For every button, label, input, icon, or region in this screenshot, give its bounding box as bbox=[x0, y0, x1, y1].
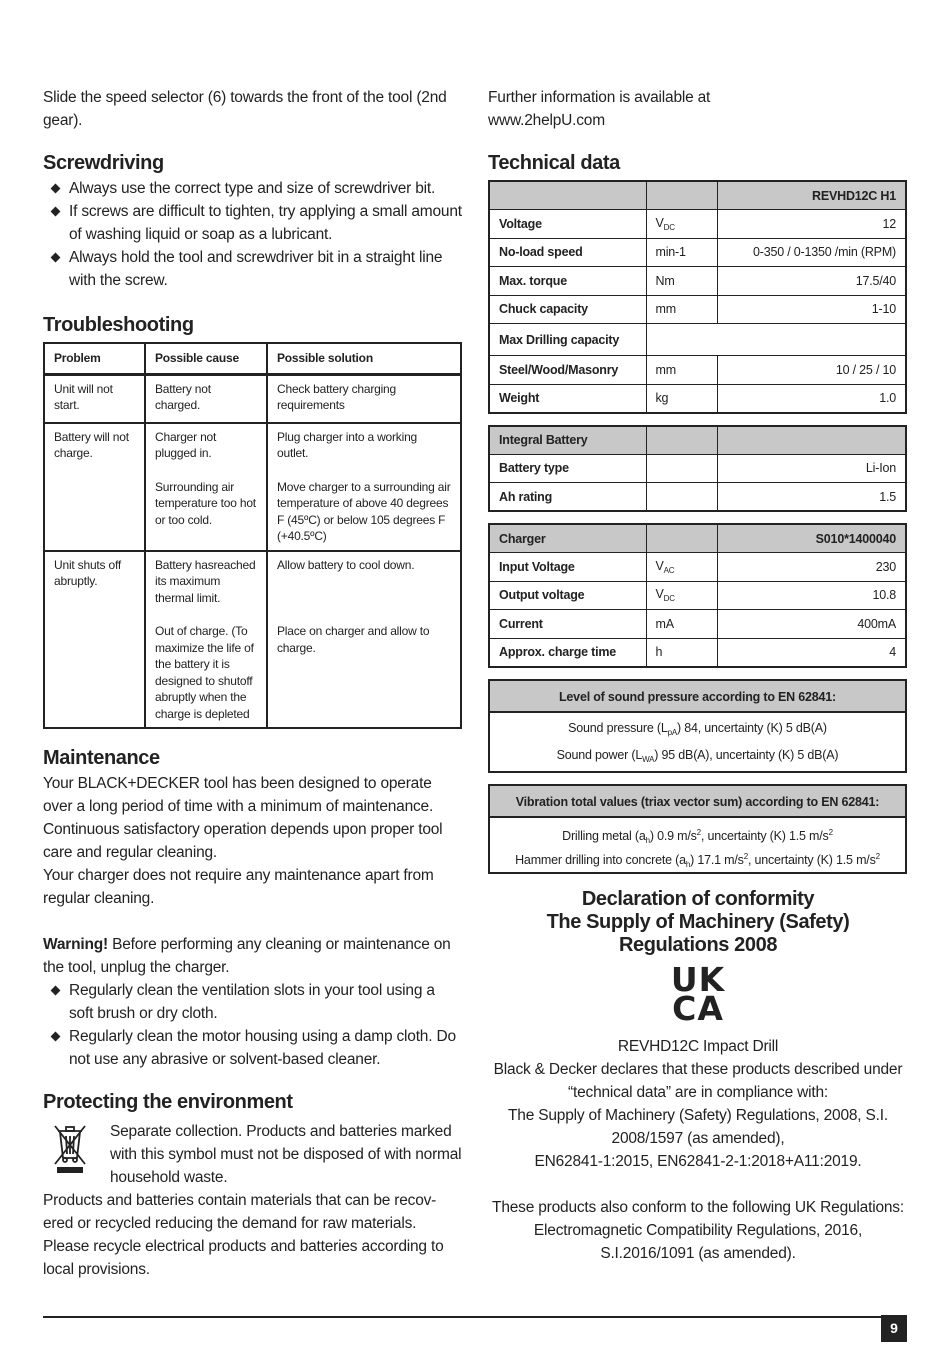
right-column bbox=[488, 86, 908, 1265]
vibration-drilling-line: Drilling metal $(a_h)$ 0.9 $m/s^2$, uncertainty (K) 1.5 $m/s^2$ bbox=[562, 827, 833, 845]
declaration-title: Declaration of conformity bbox=[581, 887, 815, 910]
problem-cell: Unit will not start. bbox=[44, 374, 145, 423]
maintenance-list bbox=[43, 979, 463, 1071]
tool-model: REVHD12C H1 bbox=[717, 181, 906, 210]
problem-cell: Battery will not charge. bbox=[44, 423, 145, 551]
product-name: REVHD12C Impact Drill bbox=[617, 1037, 779, 1055]
troubleshooting-heading: Troubleshooting bbox=[43, 314, 194, 336]
table-row: Input Voltage $V_{AC}$ 230 bbox=[489, 553, 906, 582]
maintenance-warning: Warning! Before performing any cleaning or maintenance on the tool, unplug the charger. bbox=[43, 936, 451, 976]
recycling-paragraph: Products and batteries contain materials that can be recov-ered or recycled reducing the demand for raw materials. Please recycle electrical products and batteries according to local provisions. bbox=[43, 1192, 444, 1278]
vibration-header: Vibration total values (triax vector sum) according to EN 62841: bbox=[490, 786, 905, 818]
table-row bbox=[44, 551, 461, 729]
machinery-regulations: The Supply of Machinery (Safety) Regulations, 2008, S.I. 2008/1597 (as amended), bbox=[508, 1106, 888, 1147]
crossed-bin-icon bbox=[51, 1122, 89, 1174]
table-header-row bbox=[489, 181, 906, 210]
solution-cell: Check battery charging requirements bbox=[267, 374, 461, 423]
left-column bbox=[43, 86, 463, 1281]
solution-cell: Allow battery to cool down. Place on charger and allow to charge. bbox=[267, 551, 461, 729]
tool-spec-table bbox=[488, 180, 907, 414]
list-item: If screws are difficult to tighten, try applying a small amount of washing liquid or soap as a lubricant. bbox=[43, 200, 463, 246]
vibration-box bbox=[488, 784, 907, 874]
problem-cell: Unit shuts off abruptly. bbox=[44, 551, 145, 729]
declaration-subtitle: The Supply of Machinery (Safety) bbox=[546, 910, 850, 933]
standards-list: EN62841-1:2015, EN62841-2-1:2018+A11:2019. bbox=[534, 1152, 862, 1170]
sound-pressure-line: Sound pressure $(L_{pA})$ 84, uncertainty (K) 5 dB(A) bbox=[568, 720, 827, 737]
table-row: Max. torque Nm 17.5/40 bbox=[489, 267, 906, 296]
maintenance-charger-paragraph: Your charger does not require any maintenance apart from regular cleaning. bbox=[43, 867, 434, 907]
table-row: Current mA 400mA bbox=[489, 610, 906, 639]
table-row: Ah rating 1.5 bbox=[489, 483, 906, 512]
further-info-text: Further information is available at www.2helpU.com bbox=[488, 89, 711, 129]
table-row: Battery type Li-Ion bbox=[489, 454, 906, 483]
bullet-diamond-icon bbox=[51, 184, 61, 194]
screwdriving-list bbox=[43, 177, 463, 292]
table-row: Weight kg 1.0 bbox=[489, 384, 906, 413]
cause-cell: Battery not charged. bbox=[145, 374, 267, 423]
declaration-subtitle-2: Regulations 2008 bbox=[618, 933, 778, 956]
list-item: Regularly clean the motor housing using a damp cloth. Do not use any abrasive or solvent-based cleaner. bbox=[43, 1025, 463, 1071]
header-problem: Problem bbox=[44, 343, 145, 374]
bullet-diamond-icon bbox=[51, 986, 61, 996]
maintenance-paragraph: Your BLACK+DECKER tool has been designed to operate over a long period of time with a minimum of maintenance. Continuous satisfactory operation depends upon proper tool care and regular cleaning. bbox=[43, 775, 443, 861]
screwdriving-heading: Screwdriving bbox=[43, 152, 164, 174]
footer-divider bbox=[43, 1316, 881, 1318]
troubleshooting-table bbox=[43, 342, 462, 729]
maintenance-heading: Maintenance bbox=[43, 747, 160, 769]
bullet-diamond-icon bbox=[51, 1032, 61, 1042]
sound-pressure-box bbox=[488, 679, 907, 773]
sound-power-line: Sound power $(L_{WA})$ 95 dB(A), uncertainty (K) 5 dB(A) bbox=[556, 747, 839, 764]
bullet-diamond-icon bbox=[51, 207, 61, 217]
uk-regulations-text: These products also conform to the following UK Regulations: Electromagnetic Compatibility Regulations, 2016, S.I.2016/1091 (as amended). bbox=[492, 1198, 904, 1262]
charger-spec-table bbox=[488, 523, 907, 668]
sound-header: Level of sound pressure according to EN 62841: bbox=[490, 681, 905, 713]
technical-data-heading: Technical data bbox=[488, 152, 620, 174]
declaration-statement: Black & Decker declares that these products described under “technical data” are in compliance with: bbox=[493, 1060, 903, 1101]
table-header-row bbox=[44, 343, 461, 374]
intro-text: Slide the speed selector (6) towards the front of the tool (2nd gear). bbox=[43, 89, 447, 129]
header-solution: Possible solution bbox=[267, 343, 461, 374]
table-row bbox=[44, 423, 461, 551]
table-row: Voltage $V_{DC}$ 12 bbox=[489, 210, 906, 239]
bullet-diamond-icon bbox=[51, 253, 61, 263]
declaration-block bbox=[488, 888, 908, 1265]
solution-cell: Plug charger into a working outlet. Move charger to a surrounding air temperature of above 40 degrees F (45ºC) or below 105 degrees F (+40.5ºC) bbox=[267, 423, 461, 551]
list-item: Always hold the tool and screwdriver bit in a straight line with the screw. bbox=[43, 246, 463, 292]
table-row: Output voltage $V_{DC}$ 10.8 bbox=[489, 581, 906, 610]
page-number: 9 bbox=[881, 1315, 907, 1342]
list-item: Regularly clean the ventilation slots in your tool using a soft brush or dry cloth. bbox=[43, 979, 463, 1025]
table-header-row: Charger S010*1400040 bbox=[489, 524, 906, 553]
table-row: Chuck capacity mm 1-10 bbox=[489, 295, 906, 324]
table-header-row: Integral Battery bbox=[489, 426, 906, 455]
table-row: Approx. charge time h 4 bbox=[489, 638, 906, 667]
separate-collection-block bbox=[43, 1120, 463, 1189]
battery-spec-table bbox=[488, 425, 907, 513]
table-row bbox=[44, 374, 461, 423]
cause-cell: Charger not plugged in. Surrounding air temperature too hot or too cold. bbox=[145, 423, 267, 551]
header-cause: Possible cause bbox=[145, 343, 267, 374]
vibration-hammer-line: Hammer drilling into concrete $(a_h)$ 17.1 $m/s^2$, uncertainty (K) 1.5 $m/s^2$ bbox=[515, 851, 880, 869]
list-item: Always use the correct type and size of screwdriver bit. bbox=[43, 177, 463, 200]
table-row: No-load speed min-1 0-350 / 0-1350 /min (RPM) bbox=[489, 238, 906, 267]
ukca-mark-icon: UK CA bbox=[670, 959, 726, 1028]
separate-collection-text: Separate collection. Products and batteries marked with this symbol must not be disposed of with normal household waste. bbox=[110, 1123, 462, 1186]
table-row: Max Drilling capacity bbox=[489, 324, 906, 356]
warning-label: Warning! bbox=[43, 936, 108, 953]
table-row: Steel/Wood/Masonry mm 10 / 25 / 10 bbox=[489, 356, 906, 385]
environment-heading: Protecting the environment bbox=[43, 1091, 293, 1113]
cause-cell: Battery hasreached its maximum thermal limit. Out of charge. (To maximize the life of the battery it is designed to shutoff abruptly when the charge is depleted bbox=[145, 551, 267, 729]
